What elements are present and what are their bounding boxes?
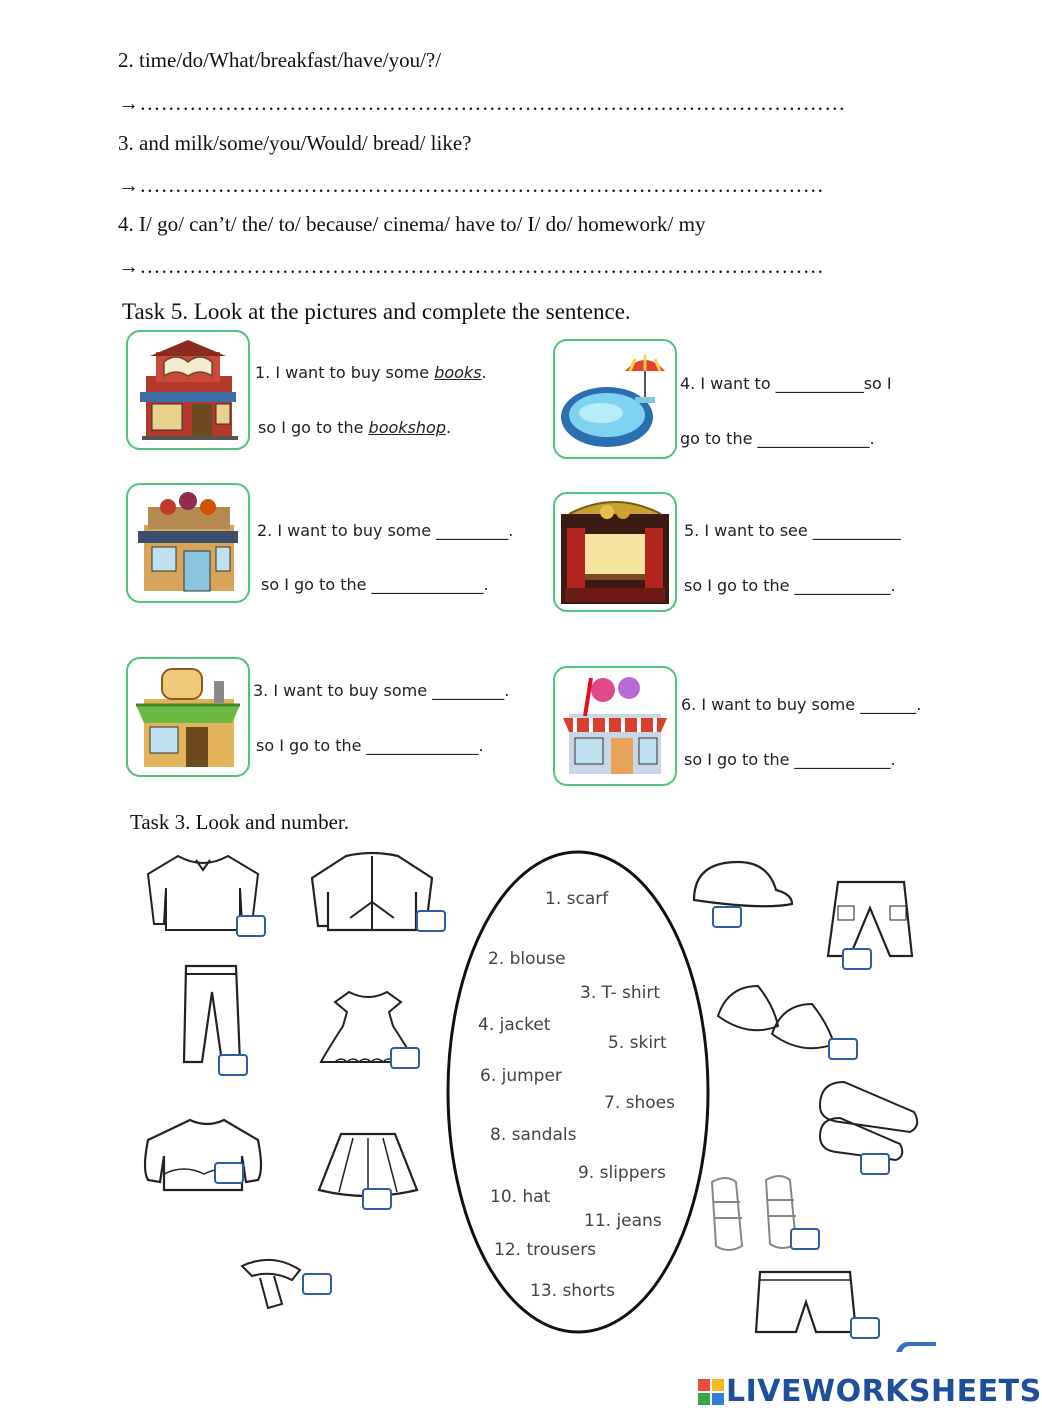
answer-box-jacket[interactable] xyxy=(416,910,446,932)
task5-item1-line2: so I go to the bookshop. xyxy=(258,418,452,437)
jumper-icon xyxy=(144,1114,270,1194)
decor-mark xyxy=(894,1340,938,1354)
word-slippers: 9. slippers xyxy=(578,1163,666,1183)
theatre-icon xyxy=(553,492,677,612)
word-skirt: 5. skirt xyxy=(608,1033,667,1053)
trousers-icon xyxy=(826,876,918,962)
shoes-icon xyxy=(712,976,842,1060)
word-jacket: 4. jacket xyxy=(478,1015,551,1035)
word-hat: 10. hat xyxy=(490,1187,551,1207)
task5-title: Task 5. Look at the pictures and complete the sentence. xyxy=(122,299,631,324)
word-sandals: 8. sandals xyxy=(490,1125,577,1145)
word-oval xyxy=(440,846,716,1338)
task5-item4-line2[interactable]: go to the ______________. xyxy=(680,429,875,448)
task3-title: Task 3. Look and number. xyxy=(130,810,349,834)
task5-item2-line2[interactable]: so I go to the ______________. xyxy=(261,575,489,594)
answer-box-slippers[interactable] xyxy=(860,1153,890,1175)
word-shorts: 13. shorts xyxy=(530,1281,615,1301)
task5-item1-line1: 1. I want to buy some books. xyxy=(255,363,487,382)
task5-item6-line2[interactable]: so I go to the ____________. xyxy=(684,750,896,769)
liveworksheets-logo-icon xyxy=(698,1379,724,1405)
task5-item4-line1[interactable]: 4. I want to ___________so I xyxy=(680,374,892,393)
task5-item2-line1[interactable]: 2. I want to buy some _________. xyxy=(257,521,514,540)
answer-box-shorts[interactable] xyxy=(850,1317,880,1339)
task5-item5-line2[interactable]: so I go to the ____________. xyxy=(684,576,896,595)
task5-item3-line2[interactable]: so I go to the ______________. xyxy=(256,736,484,755)
word-scarf: 1. scarf xyxy=(545,889,609,909)
food-store-icon xyxy=(126,483,250,603)
answer-box-skirt[interactable] xyxy=(362,1188,392,1210)
answer-box-shoes[interactable] xyxy=(828,1038,858,1060)
word-shoes: 7. shoes xyxy=(604,1093,675,1113)
answer-box-blouse[interactable] xyxy=(236,915,266,937)
answer-box-dress[interactable] xyxy=(390,1047,420,1069)
answer-box-jumper[interactable] xyxy=(214,1162,244,1184)
word-tshirt: 3. T- shirt xyxy=(580,983,660,1003)
answer-box-cap[interactable] xyxy=(712,906,742,928)
word-jumper: 6. jumper xyxy=(480,1066,562,1086)
liveworksheets-logo-text[interactable]: LIVEWORKSHEETS xyxy=(726,1374,1042,1409)
question-3: 3. and milk/some/you/Would/ bread/ like? xyxy=(118,131,472,155)
word-jeans: 11. jeans xyxy=(584,1211,662,1231)
question-2: 2. time/do/What/breakfast/have/you/?/ xyxy=(118,48,442,72)
task5-item3-line1[interactable]: 3. I want to buy some _________. xyxy=(253,681,510,700)
shorts-icon xyxy=(750,1266,860,1338)
task5-item6-line1[interactable]: 6. I want to buy some _______. xyxy=(681,695,922,714)
word-trousers: 12. trousers xyxy=(494,1240,597,1260)
answer-box-scarf[interactable] xyxy=(302,1273,332,1295)
answer-line-2[interactable]: →……………………………………………………………………………………… xyxy=(118,91,846,115)
sweet-shop-icon xyxy=(553,666,677,786)
answer-box-jeans[interactable] xyxy=(218,1054,248,1076)
answer-line-3[interactable]: →…………………………………………………………………………………… xyxy=(118,173,825,197)
bakery-icon xyxy=(126,657,250,777)
question-4: 4. I/ go/ can’t/ the/ to/ because/ cinema/ have to/ I/ do/ homework/ my xyxy=(118,212,706,236)
word-blouse: 2. blouse xyxy=(488,949,566,969)
answer-box-trousers[interactable] xyxy=(842,948,872,970)
answer-box-sandals[interactable] xyxy=(790,1228,820,1250)
task5-item5-line1[interactable]: 5. I want to see ___________ xyxy=(684,521,901,540)
jeans-icon xyxy=(178,962,248,1066)
swimming-pool-icon xyxy=(553,339,677,459)
answer-line-4[interactable]: →…………………………………………………………………………………… xyxy=(118,254,825,278)
bookshop-icon xyxy=(126,330,250,450)
